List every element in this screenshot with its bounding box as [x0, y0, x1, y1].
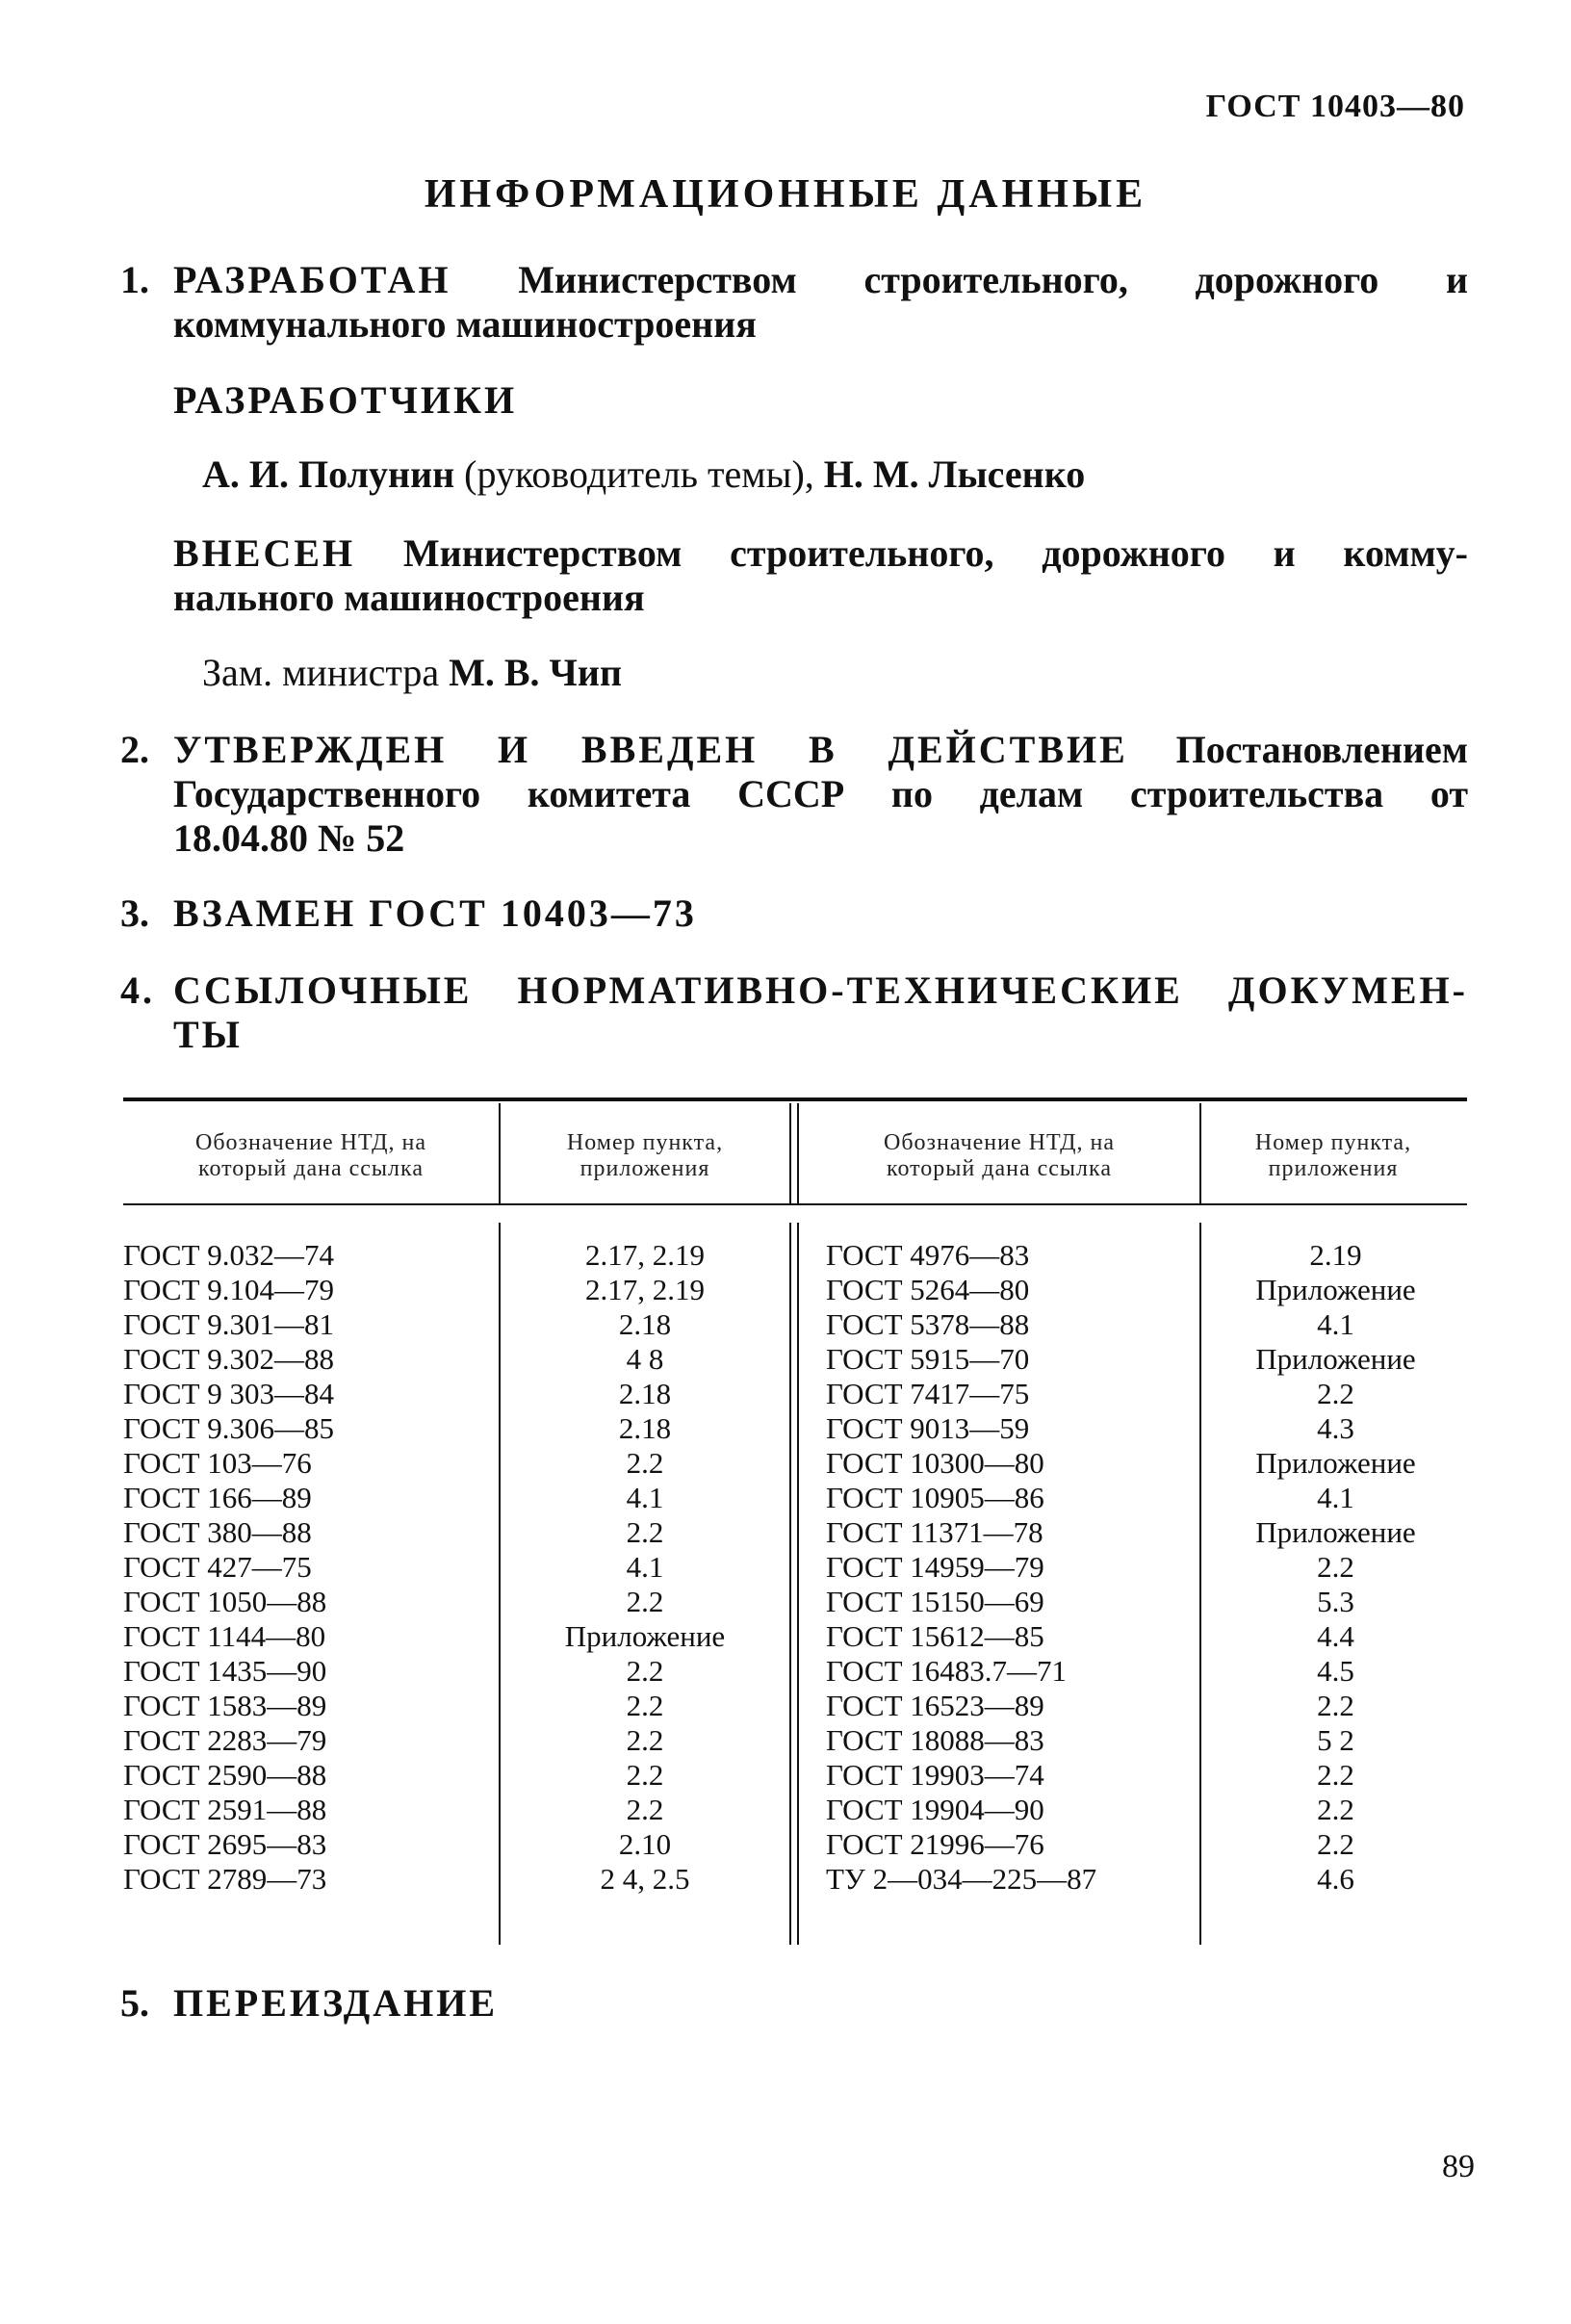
submitted-label: ВНЕСЕН: [173, 531, 356, 575]
section-5: [120, 1981, 1468, 2026]
reference-clause: 4.1: [1317, 1307, 1354, 1341]
header-line: приложения: [579, 1156, 710, 1181]
header-designation-right: [801, 1130, 1198, 1182]
section-1: [120, 258, 1468, 347]
reference-designation: ГОСТ 9.301—81: [123, 1307, 335, 1341]
reference-designation: ГОСТ 5378—88: [826, 1307, 1030, 1341]
reference-clause: 2.2: [626, 1515, 664, 1549]
reference-designation: ГОСТ 103—76: [123, 1446, 312, 1480]
section-4-text: ССЫЛОЧНЫЕ НОРМАТИВНО-ТЕХНИЧЕСКИЕ ДОКУМЕН-: [173, 968, 1468, 1012]
reference-designation: ГОСТ 2283—79: [123, 1723, 327, 1757]
reference-clause: Приложение: [1255, 1273, 1416, 1306]
table-divider: [797, 1223, 799, 1945]
header-line: Номер пункта,: [566, 1130, 724, 1155]
section-4: [120, 968, 1468, 1057]
reference-clause: 5.3: [1317, 1585, 1354, 1618]
reference-clause: 2.2: [1317, 1758, 1354, 1792]
reference-designation: ГОСТ 19903—74: [826, 1758, 1044, 1792]
standard-code: ГОСТ 10403—80: [1205, 89, 1465, 124]
reference-clause: 2.10: [618, 1827, 672, 1861]
reference-clause: 2.2: [1317, 1793, 1354, 1826]
section-3: [120, 891, 1468, 936]
page-title: ИНФОРМАЦИОННЫЕ ДАННЫЕ: [424, 172, 1147, 217]
reference-clause: 2.2: [1317, 1689, 1354, 1722]
developers-heading: РАЗРАБОТЧИКИ: [173, 378, 518, 422]
reference-clause: 2 4, 2.5: [600, 1862, 690, 1896]
reference-clause: 2.2: [626, 1689, 664, 1722]
reference-designation: ГОСТ 2695—83: [123, 1827, 327, 1861]
submitted-block: [173, 531, 1468, 620]
developer-2-name: Н. М. Лысенко: [823, 452, 1086, 496]
section-2-line-3: 18.04.80 № 52: [173, 816, 405, 860]
reference-clause: 2.18: [618, 1377, 672, 1410]
deputy-title: Зам. министра: [202, 651, 440, 694]
reference-designation: ГОСТ 10300—80: [826, 1446, 1044, 1480]
reference-clause: Приложение: [1255, 1342, 1416, 1376]
reference-designation: ГОСТ 5264—80: [826, 1273, 1030, 1306]
reference-designation: ГОСТ 166—89: [123, 1481, 312, 1514]
reference-clause: 2.2: [626, 1723, 664, 1757]
reference-designation: ГОСТ 4976—83: [826, 1238, 1030, 1272]
reference-designation: ГОСТ 11371—78: [826, 1515, 1043, 1549]
reference-designation: ГОСТ 380—88: [123, 1515, 312, 1549]
reference-designation: ГОСТ 9.302—88: [123, 1342, 335, 1376]
right-clause-column: [1203, 1238, 1468, 1897]
reference-clause: 4.1: [626, 1481, 664, 1514]
table-divider: [789, 1223, 791, 1945]
reference-designation: ГОСТ 1435—90: [123, 1654, 327, 1688]
reference-designation: ГОСТ 5915—70: [826, 1342, 1030, 1376]
table-divider: [499, 1103, 501, 1205]
deputy-name: М. В. Чип: [449, 651, 623, 694]
reference-clause: 2.2: [626, 1793, 664, 1826]
reference-clause: 2.2: [1317, 1827, 1354, 1861]
section-4-line-2: ТЫ: [173, 1013, 243, 1056]
page-number: 89: [1442, 2149, 1475, 2184]
section-2-number: 2.: [120, 728, 149, 771]
header-line: который дана ссылка: [198, 1156, 424, 1181]
reference-designation: ГОСТ 1050—88: [123, 1585, 327, 1618]
reference-designation: ТУ 2—034—225—87: [826, 1862, 1097, 1896]
reference-clause: 2.19: [1309, 1238, 1362, 1272]
section-1-label: РАЗРАБОТАН: [173, 258, 451, 301]
reference-clause: 2.2: [626, 1446, 664, 1480]
table-divider: [1199, 1103, 1201, 1205]
section-3-number: 3.: [120, 891, 149, 935]
section-4-line-1: [120, 968, 1468, 1013]
left-clause-column: [502, 1238, 787, 1897]
reference-designation: ГОСТ 9013—59: [826, 1411, 1030, 1445]
reference-clause: 4.5: [1317, 1654, 1354, 1688]
section-5-text: ПЕРЕИЗДАНИЕ: [173, 1981, 499, 2025]
header-clause-left: [502, 1130, 787, 1182]
submitted-line-1: [173, 531, 1468, 576]
reference-designation: ГОСТ 7417—75: [826, 1377, 1030, 1410]
reference-designation: ГОСТ 9.104—79: [123, 1273, 335, 1306]
reference-designation: ГОСТ 1144—80: [123, 1619, 326, 1653]
section-4-number: 4.: [120, 968, 155, 1012]
reference-clause: 4.1: [626, 1550, 664, 1584]
header-line: Номер пункта,: [1254, 1130, 1412, 1155]
reference-clause: 2.2: [626, 1654, 664, 1688]
section-2-label: УТВЕРЖДЕН И ВВЕДЕН В ДЕЙСТВИЕ: [173, 728, 1128, 771]
header-line: Обозначение НТД, на: [884, 1130, 1115, 1155]
reference-clause: 4.3: [1317, 1411, 1354, 1445]
reference-clause: Приложение: [564, 1619, 726, 1653]
reference-clause: 2.18: [618, 1411, 672, 1445]
reference-clause: Приложение: [1255, 1515, 1416, 1549]
reference-designation: ГОСТ 1583—89: [123, 1689, 327, 1722]
reference-clause: 2.17, 2.19: [585, 1238, 705, 1272]
table-header-rule: [123, 1203, 1467, 1205]
reference-clause: 5 2: [1317, 1723, 1354, 1757]
reference-designation: ГОСТ 9 303—84: [123, 1377, 335, 1410]
reference-designation: ГОСТ 15612—85: [826, 1619, 1044, 1653]
reference-designation: ГОСТ 16483.7—71: [826, 1654, 1068, 1688]
section-2-line-2: Государственного комитета СССР по делам строительства от: [173, 772, 1468, 815]
header-line: Обозначение НТД, на: [195, 1130, 426, 1155]
section-1-line-1: [120, 258, 1468, 302]
section-1-line-2: коммунального машиностроения: [173, 302, 757, 346]
reference-clause: Приложение: [1255, 1446, 1416, 1480]
reference-clause: 4.6: [1317, 1862, 1354, 1896]
section-2: [120, 728, 1468, 861]
submitted-text: Министерством строительного, дорожного и комму-: [402, 531, 1469, 575]
reference-clause: 2.17, 2.19: [585, 1273, 705, 1306]
reference-designation: ГОСТ 21996—76: [826, 1827, 1044, 1861]
header-line: приложения: [1268, 1156, 1399, 1181]
deputy-line: [202, 651, 1454, 695]
header-designation-left: [123, 1130, 499, 1182]
reference-designation: ГОСТ 427—75: [123, 1550, 312, 1584]
reference-designation: ГОСТ 2789—73: [123, 1862, 327, 1896]
table-divider: [499, 1223, 501, 1945]
reference-clause: 2.2: [626, 1758, 664, 1792]
reference-designation: ГОСТ 2590—88: [123, 1758, 327, 1792]
developers-line: [202, 452, 1454, 497]
right-designation-column: [826, 1238, 1197, 1897]
reference-clause: 2.18: [618, 1307, 672, 1341]
section-1-text: Министерством строительного, дорожного и: [518, 258, 1469, 301]
reference-designation: ГОСТ 2591—88: [123, 1793, 327, 1826]
section-5-number: 5.: [120, 1981, 149, 2025]
header-line: который дана ссылка: [887, 1156, 1112, 1181]
reference-designation: ГОСТ 15150—69: [826, 1585, 1044, 1618]
reference-clause: 4.4: [1317, 1619, 1354, 1653]
section-2-line-1: [120, 728, 1468, 772]
developer-1-role: (руководитель темы),: [464, 452, 814, 496]
reference-clause: 2.2: [1317, 1377, 1354, 1410]
reference-clause: 4.1: [1317, 1481, 1354, 1514]
reference-designation: ГОСТ 18088—83: [826, 1723, 1044, 1757]
reference-clause: 2.2: [626, 1585, 664, 1618]
reference-designation: ГОСТ 10905—86: [826, 1481, 1044, 1514]
submitted-line-2: нального машиностроения: [173, 576, 645, 619]
section-3-text: ВЗАМЕН ГОСТ 10403—73: [173, 891, 697, 935]
table-divider: [797, 1103, 799, 1205]
reference-clause: 4 8: [626, 1342, 664, 1376]
left-designation-column: [123, 1238, 494, 1897]
reference-clause: 2.2: [1317, 1550, 1354, 1584]
section-2-text: Постановлением: [1175, 728, 1469, 771]
reference-designation: ГОСТ 16523—89: [826, 1689, 1044, 1722]
section-1-number: 1.: [120, 258, 149, 301]
header-clause-right: [1203, 1130, 1463, 1182]
reference-designation: ГОСТ 9.032—74: [123, 1238, 335, 1272]
reference-designation: ГОСТ 14959—79: [826, 1550, 1044, 1584]
reference-designation: ГОСТ 19904—90: [826, 1793, 1044, 1826]
reference-designation: ГОСТ 9.306—85: [123, 1411, 335, 1445]
developer-1-name: А. И. Полунин: [202, 452, 455, 496]
table-divider: [789, 1103, 791, 1205]
table-top-rule: [123, 1097, 1467, 1101]
table-divider: [1199, 1223, 1201, 1945]
